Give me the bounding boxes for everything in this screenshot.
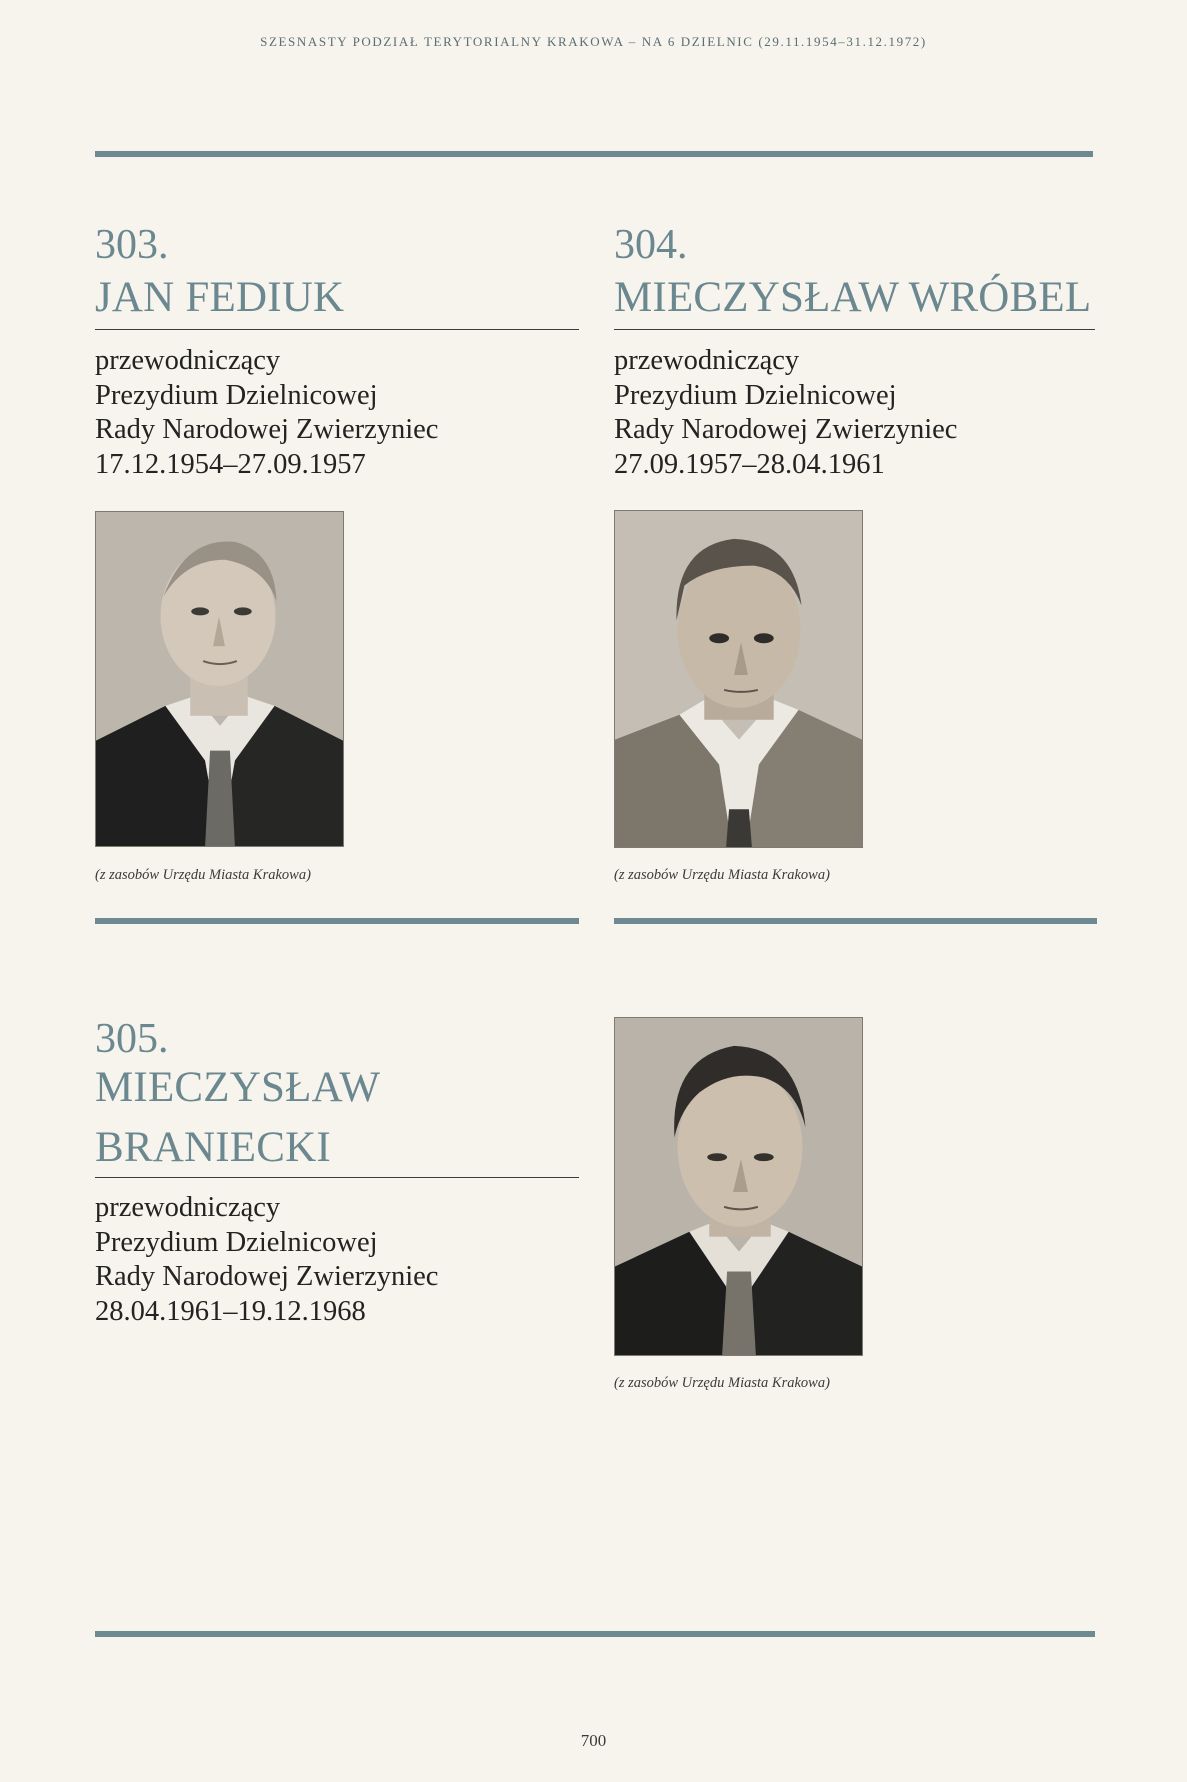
name-underline <box>95 329 579 330</box>
entry-role <box>95 1191 438 1329</box>
bottom-rule <box>95 1631 1095 1637</box>
entry-name: MIECZYSŁAW WRÓBEL <box>614 274 1092 321</box>
entry-number: 304. <box>614 222 688 268</box>
portrait-photo <box>614 510 863 848</box>
role-council: Rady Narodowej Zwierzyniec <box>614 414 958 445</box>
role-council: Rady Narodowej Zwierzyniec <box>95 414 439 445</box>
role-body: Prezydium Dzielnicowej <box>614 379 897 411</box>
name-underline <box>614 329 1095 330</box>
page-number: 700 <box>580 1731 607 1750</box>
role-title: przewodniczący <box>95 345 281 376</box>
photo-caption: (z zasobów Urzędu Miasta Krakowa) <box>95 867 311 883</box>
entry-name-line2: BRANIECKI <box>95 1124 331 1171</box>
photo-caption: (z zasobów Urzędu Miasta Krakowa) <box>614 867 830 883</box>
role-dates: 27.09.1957–28.04.1961 <box>614 448 885 480</box>
entry-number: 303. <box>95 222 169 268</box>
entry-bottom-rule <box>95 918 579 924</box>
portrait-image <box>615 1018 862 1355</box>
portrait-photo <box>614 1017 863 1356</box>
entry-name: JAN FEDIUK <box>95 274 345 321</box>
portrait-image <box>615 511 862 847</box>
entry-role <box>95 344 438 482</box>
entry-role <box>614 344 957 482</box>
role-council: Rady Narodowej Zwierzyniec <box>95 1261 439 1292</box>
entry-name-line1: MIECZYSŁAW <box>95 1064 381 1111</box>
running-header: SZESNASTY PODZIAŁ TERYTORIALNY KRAKOWA – NA 6 DZIELNIC (29.11.1954–31.12.1972) <box>260 34 927 49</box>
role-body: Prezydium Dzielnicowej <box>95 379 378 411</box>
entry-bottom-rule <box>614 918 1097 924</box>
entry-number: 305. <box>95 1016 169 1062</box>
role-title: przewodniczący <box>614 345 800 376</box>
role-dates: 28.04.1961–19.12.1968 <box>95 1295 366 1327</box>
photo-caption: (z zasobów Urzędu Miasta Krakowa) <box>614 1375 830 1391</box>
top-rule <box>95 151 1093 157</box>
role-body: Prezydium Dzielnicowej <box>95 1226 378 1258</box>
name-underline <box>95 1177 579 1178</box>
portrait-photo <box>95 511 344 847</box>
role-title: przewodniczący <box>95 1192 281 1223</box>
role-dates: 17.12.1954–27.09.1957 <box>95 448 366 480</box>
portrait-image <box>96 512 343 846</box>
